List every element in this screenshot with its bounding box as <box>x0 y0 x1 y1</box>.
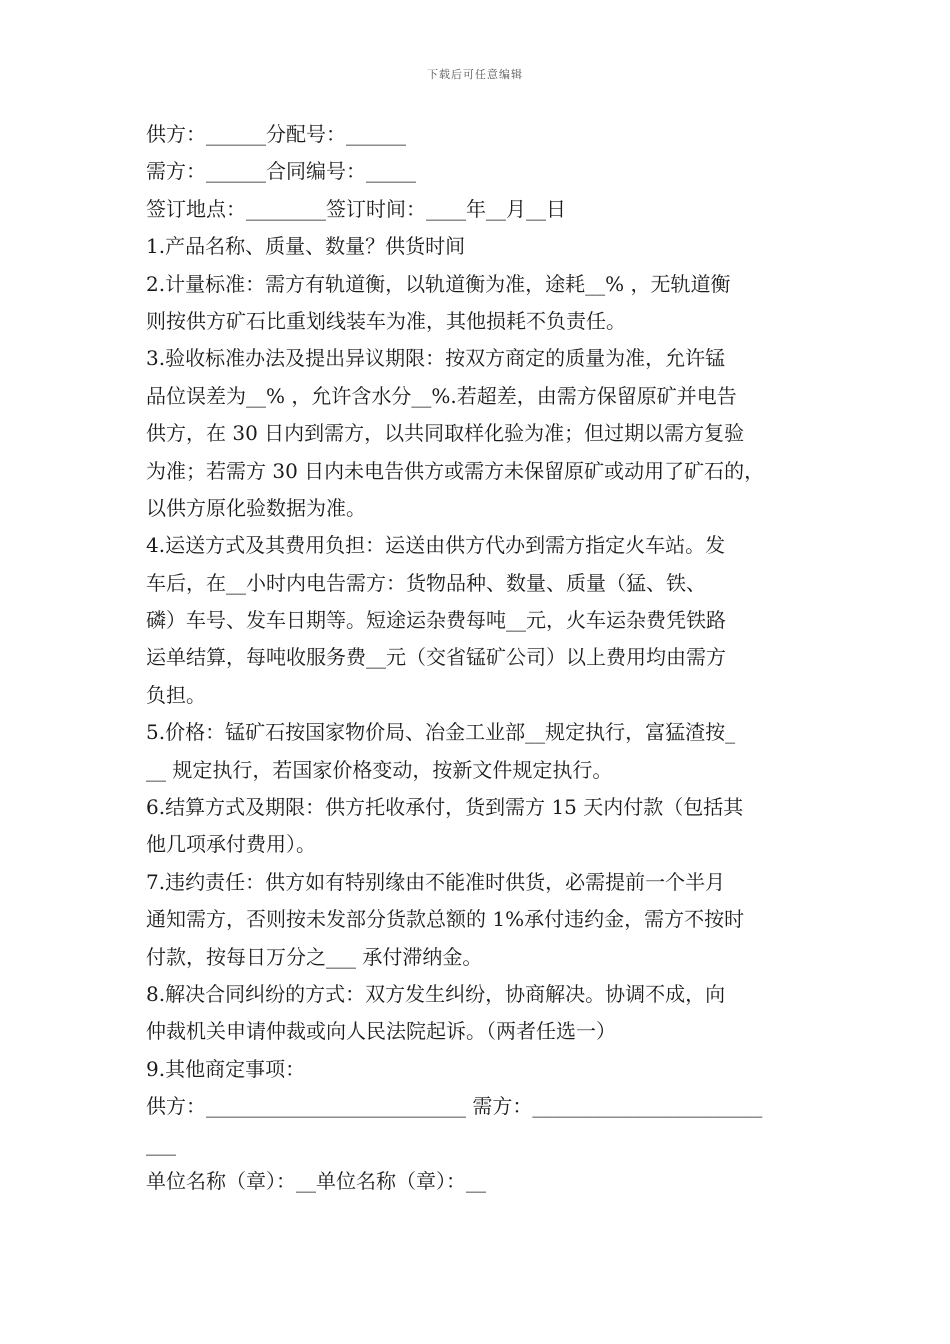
clause-5-line-1: 5.价格：锰矿石按国家物价局、冶金工业部__规定执行，富猛渣按_ <box>146 720 736 745</box>
clause-3-line-1: 3.验收标准办法及提出异议期限：按双方商定的质量为准，允许锰 <box>146 346 726 371</box>
clause-4-line-1: 4.运送方式及其费用负担：运送由供方代办到需方指定火车站。发 <box>146 533 726 558</box>
clause-3-line-3: 供方，在 30 日内到需方，以共同取样化验为准；但过期以需方复验 <box>146 421 745 446</box>
clause-2-line-1: 2.计量标准：需方有轨道衡，以轨道衡为准，途耗__% ，无轨道衡 <box>146 271 731 296</box>
clause-3-line-5: 以供方原化验数据为准。 <box>146 495 366 520</box>
signing-place-time-line: 签订地点：________签订时间：____年__月__日 <box>146 196 566 221</box>
clause-7-line-3: 付款，按每日万分之___ 承付滞纳金。 <box>146 944 483 969</box>
clause-5-line-2: __ 规定执行，若国家价格变动，按新文件规定执行。 <box>146 757 613 782</box>
unit-name-seal-line: 单位名称（章）：__单位名称（章）：__ <box>146 1168 486 1193</box>
clause-3-line-4: 为准；若需方 30 日内未电告供方或需方未保留原矿或动用了矿石的， <box>146 458 765 483</box>
clause-9-line: 9.其他商定事项： <box>146 1056 306 1081</box>
clause-3-line-2: 品位误差为__% ，允许含水分__%.若超差，由需方保留原矿并电告 <box>146 383 737 408</box>
clause-6-line-2: 他几项承付费用）。 <box>146 832 316 857</box>
clause-8-line-2: 仲裁机关申请仲裁或向人民法院起诉。（两者任选一） <box>146 1019 616 1044</box>
page-header: 下载后可任意编辑 <box>427 68 523 81</box>
signature-parties-overflow-line: ___ <box>146 1131 176 1156</box>
document-body <box>146 116 810 1200</box>
clause-4-line-3: 磷）车号、发车日期等。短途运杂费每吨__元，火车运杂费凭铁路 <box>146 608 726 633</box>
clause-7-line-1: 7.违约责任：供方如有特别缘由不能准时供货，必需提前一个半月 <box>146 869 726 894</box>
clause-7-line-2: 通知需方，否则按未发部分货款总额的 1%承付违约金，需方不按时 <box>146 907 745 932</box>
party-buyer-line: 需方：______合同编号：_____ <box>146 159 416 184</box>
clause-1-line: 1.产品名称、质量、数量？供货时间 <box>146 234 466 259</box>
party-supplier-line: 供方：______分配号：______ <box>146 122 406 146</box>
clause-6-line-1: 6.结算方式及期限：供方托收承付，货到需方 15 天内付款（包括其 <box>146 795 744 820</box>
clause-8-line-1: 8.解决合同纠纷的方式：双方发生纠纷，协商解决。协调不成，向 <box>146 981 726 1006</box>
clause-4-line-2: 车后，在__小时内电告需方：货物品种、数量、质量（猛、铁、 <box>146 570 706 595</box>
signature-parties-line: 供方：__________________________ 需方：_______________________ <box>146 1094 763 1119</box>
clause-2-line-2: 则按供方矿石比重划线装车为准，其他损耗不负责任。 <box>146 308 626 333</box>
clause-4-line-4: 运单结算，每吨收服务费__元（交省锰矿公司）以上费用均由需方 <box>146 645 726 670</box>
clause-4-line-5: 负担。 <box>146 682 206 707</box>
